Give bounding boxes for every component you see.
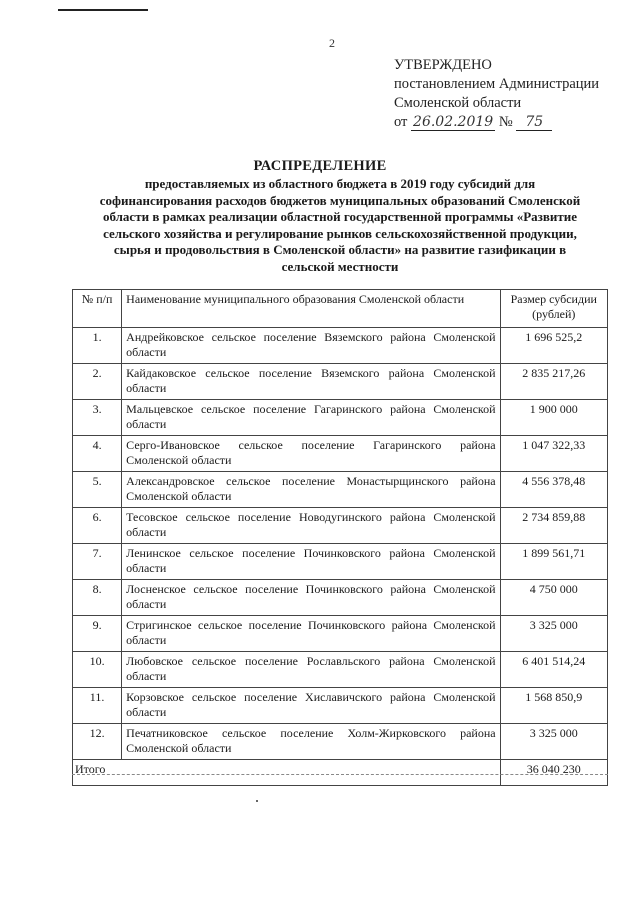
approval-stamp [394,56,599,132]
total-amount: 36 040 230 [500,760,607,786]
row-name: Мальцевское сельское поселение Гагаринского района Смоленской области [122,400,500,436]
row-amount: 2 734 859,88 [500,508,607,544]
approval-number-label: № [498,114,513,130]
row-amount: 1 899 561,71 [500,544,607,580]
row-num: 1. [73,328,122,364]
table-row [73,364,608,400]
table-header-row [73,290,608,328]
row-num: 9. [73,616,122,652]
header-name: Наименование муниципального образования Смоленской области [122,290,500,328]
row-amount: 1 900 000 [500,400,607,436]
table-row [73,616,608,652]
table-row [73,472,608,508]
table-body [73,328,608,760]
row-num: 10. [73,652,122,688]
row-amount: 3 325 000 [500,616,607,652]
bottom-rule [72,774,608,775]
row-name: Серго-Ивановское сельское поселение Гагаринского района Смоленской области [122,436,500,472]
row-name: Андрейковское сельское поселение Вяземского района Смоленской области [122,328,500,364]
table-row [73,688,608,724]
row-num: 7. [73,544,122,580]
row-num: 5. [73,472,122,508]
total-spacer [122,760,500,786]
table-row [73,724,608,760]
approval-number: 75 [516,114,552,131]
approval-heading: УТВЕРЖДЕНО [394,57,492,73]
row-num: 6. [73,508,122,544]
table-row [73,544,608,580]
row-name: Любовское сельское поселение Рославльского района Смоленской области [122,652,500,688]
document-title: РАСПРЕДЕЛЕНИЕ [253,158,387,174]
row-num: 8. [73,580,122,616]
row-amount: 1 696 525,2 [500,328,607,364]
row-amount: 1 568 850,9 [500,688,607,724]
total-label: Итого [73,760,122,786]
approval-decree: постановлением Администрации [394,76,600,92]
row-amount: 6 401 514,24 [500,652,607,688]
total-row [73,760,608,786]
row-num: 2. [73,364,122,400]
row-num: 3. [73,400,122,436]
table-row [73,652,608,688]
page-number: 2 [329,36,335,50]
table-row [73,436,608,472]
row-name: Печатниковское сельское поселение Холм-Жирковского района Смоленской области [122,724,500,760]
table-row [73,508,608,544]
row-name: Александровское сельское поселение Монастырщинского района Смоленской области [122,472,500,508]
row-num: 12. [73,724,122,760]
row-name: Тесовское сельское поселение Новодугинского района Смоленской области [122,508,500,544]
row-name: Лосненское сельское поселение Починковского района Смоленской области [122,580,500,616]
scan-speck [256,800,258,802]
subsidy-table [72,289,608,786]
row-name: Корзовское сельское поселение Хиславичского района Смоленской области [122,688,500,724]
row-name: Кайдаковское сельское поселение Вяземского района Смоленской области [122,364,500,400]
header-num: № п/п [73,290,122,328]
row-num: 4. [73,436,122,472]
approval-date: 26.02.2019 [413,114,494,130]
row-amount: 4 750 000 [500,580,607,616]
table-row [73,400,608,436]
row-amount: 3 325 000 [500,724,607,760]
table-row [73,328,608,364]
row-num: 11. [73,688,122,724]
row-amount: 2 835 217,26 [500,364,607,400]
row-name: Ленинское сельское поселение Починковского района Смоленской области [122,544,500,580]
top-rule [58,9,148,11]
header-amount: Размер субсидии (рублей) [500,290,607,328]
row-amount: 4 556 378,48 [500,472,607,508]
row-name: Стригинское сельское поселение Починковского района Смоленской области [122,616,500,652]
table-row [73,580,608,616]
document-subtitle: предоставляемых из областного бюджета в 2019 году субсидий для софинансирования расходов бюджетов муниципальных образований Смоленской области в рамках реализации областной государственной программы «Развитие сельского хозяйства и регулирование рынков сельскохозяйственной продукции, сырья и продовольствия в Смоленской области» на развитие газификации в сельской местности [99,176,581,274]
approval-region: Смоленской области [394,95,522,111]
row-amount: 1 047 322,33 [500,436,607,472]
approval-date-line [394,113,599,132]
approval-from-label: от [394,114,408,130]
